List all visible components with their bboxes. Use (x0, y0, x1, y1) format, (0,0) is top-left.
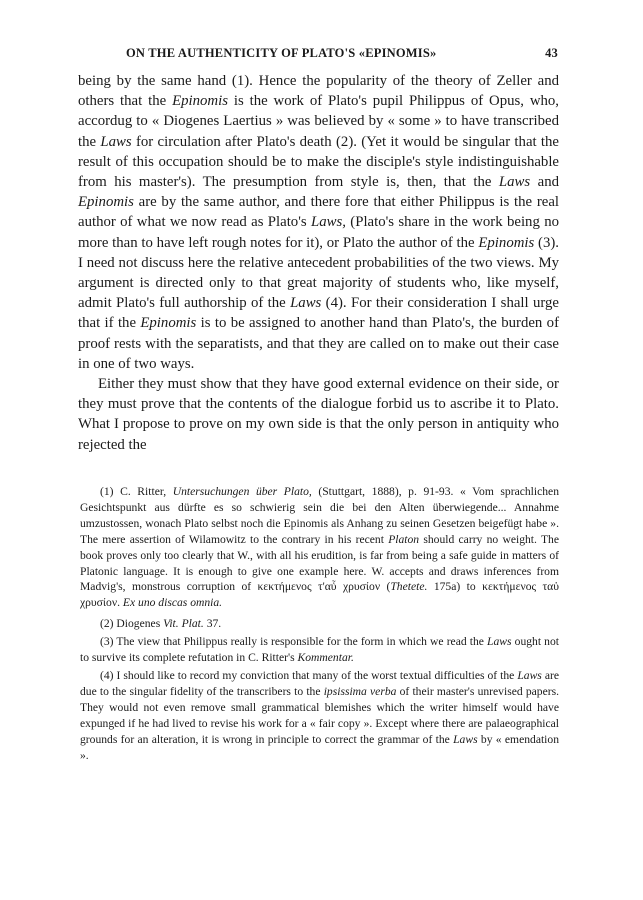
text-run: being by the same hand (1). Hence the popularity of the theory of Zeller and others that the (78, 73, 559, 110)
text-run: should carry no weight. The book proves only too clearly that W., with all his erudition, is far from being a safe guide in matters of Platonic language. It is enough to give one example here. W. accepts and draws inferences from Madvig's, monstrous corruption of κεκτήμενος τ'αὖ χρυσίον ( (80, 532, 559, 594)
paragraph-1 (78, 71, 559, 374)
italic-title: Laws (290, 295, 322, 312)
italic-title: Laws (453, 732, 478, 746)
text-run: and (530, 174, 559, 191)
text-run: is to be assigned to another hand than Plato's, the burden of proof rests with the separatists, and that they are called on to make out their case in one of two ways. (78, 315, 559, 372)
main-text (78, 71, 559, 455)
italic-title: Platon (388, 532, 420, 546)
italic-title: Laws, (310, 214, 346, 231)
italic-phrase: ipsissima verba (323, 684, 397, 698)
text-run: (4). For their consideration I shall urge that if the (78, 295, 560, 332)
text-run: (Stuttgart, 1888), p. 91-93. « Vom sprachlichen Gesichtspunkt aus dürfte es so schwierig sein die bei den Alten überwiegende... Annahme umzustossen, wonach Plato selbst noch die Epinomis als Anhang zu seinen Gesetzen beigefügt habe ». The mere assertion of Wilamowitz to the contrary in his recent (80, 485, 559, 546)
italic-title: Laws (487, 635, 512, 649)
italic-title: Untersuchungen über Plato, (172, 485, 312, 498)
text-run: (Plato's share in the work being no more than to have left rough notes for it), or Plato the author of the (78, 214, 559, 251)
italic-title: Epinomis (78, 194, 134, 211)
text-run: 37. (203, 617, 222, 631)
text-run: is the work of Plato's pupil Philippus of Opus, who, accordug to « Diogenes Laertius » was believed by « some » to have transcribed the (78, 93, 560, 150)
italic-title: Epinomis (172, 93, 228, 110)
footnote-1 (80, 484, 559, 611)
italic-title: Kommentar. (297, 651, 354, 665)
text-run: (2) Diogenes (100, 617, 164, 631)
italic-title: Laws (517, 668, 542, 682)
text-run: 175a) to κεκτήμενος ταὐ χρυσίον. (80, 580, 559, 610)
paragraph-2: Either they must show that they have good external evidence on their side, or they must prove that the contents of the dialogue forbid us to ascribe it to Plato. What I propose to prove on my own side is that the only person in antiquity who rejected the (78, 376, 559, 453)
italic-title: Laws (498, 174, 531, 191)
footnotes (80, 484, 559, 765)
italic-title: Epinomis (478, 234, 535, 251)
footnote-3 (80, 634, 559, 666)
footnote-2 (80, 616, 559, 632)
italic-title: Thetete. (390, 580, 428, 594)
text-run: (3). I need not discuss here the relative antecedent probabilities of the two views. My argument is directed only to that great majority of students who, like myself, admit Plato's full authorship of the (78, 234, 559, 312)
text-run: for circulation after Plato's death (2). (Yet it would be singular that the result of this occupation should be to make the disciple's style indistinguishable from his master's). The presumption from style is, then, that the (78, 133, 559, 191)
text-run: ought not to survive its complete refutation in C. Ritter's (80, 635, 559, 665)
page-number: 43 (545, 46, 558, 60)
italic-title: Epinomis (140, 315, 197, 332)
running-title: ON THE AUTHENTICITY OF PLATO'S «EPINOMIS» (126, 46, 437, 60)
text-run: are due to the singular fidelity of the transcribers to the (80, 668, 559, 698)
text-run: of their master's unrevised papers. They would not even remove small grammatical blemishes which the writer himself would have expunged if he had lived to revise his work for a « fair copy ». Except where there are palaeographical grounds for an alteration, it is wrong in principle to correct the grammar of the (80, 684, 559, 746)
text-run: by « emendation ». (80, 732, 559, 762)
footnote-4 (80, 668, 559, 763)
text-run: are by the same author, and there fore that either Philippus is the real author of what we now read as Plato's (78, 194, 559, 231)
italic-phrase: Ex uno discas omnia. (122, 596, 223, 610)
italic-title: Vit. Plat. (163, 617, 204, 631)
text-run: (3) The view that Philippus really is responsible for the form in which we read the (100, 635, 488, 649)
text-run: (1) C. Ritter, (100, 485, 173, 498)
italic-title: Laws (100, 133, 132, 150)
text-run: (4) I should like to record my conviction that many of the worst textual difficulties of the (100, 668, 518, 682)
